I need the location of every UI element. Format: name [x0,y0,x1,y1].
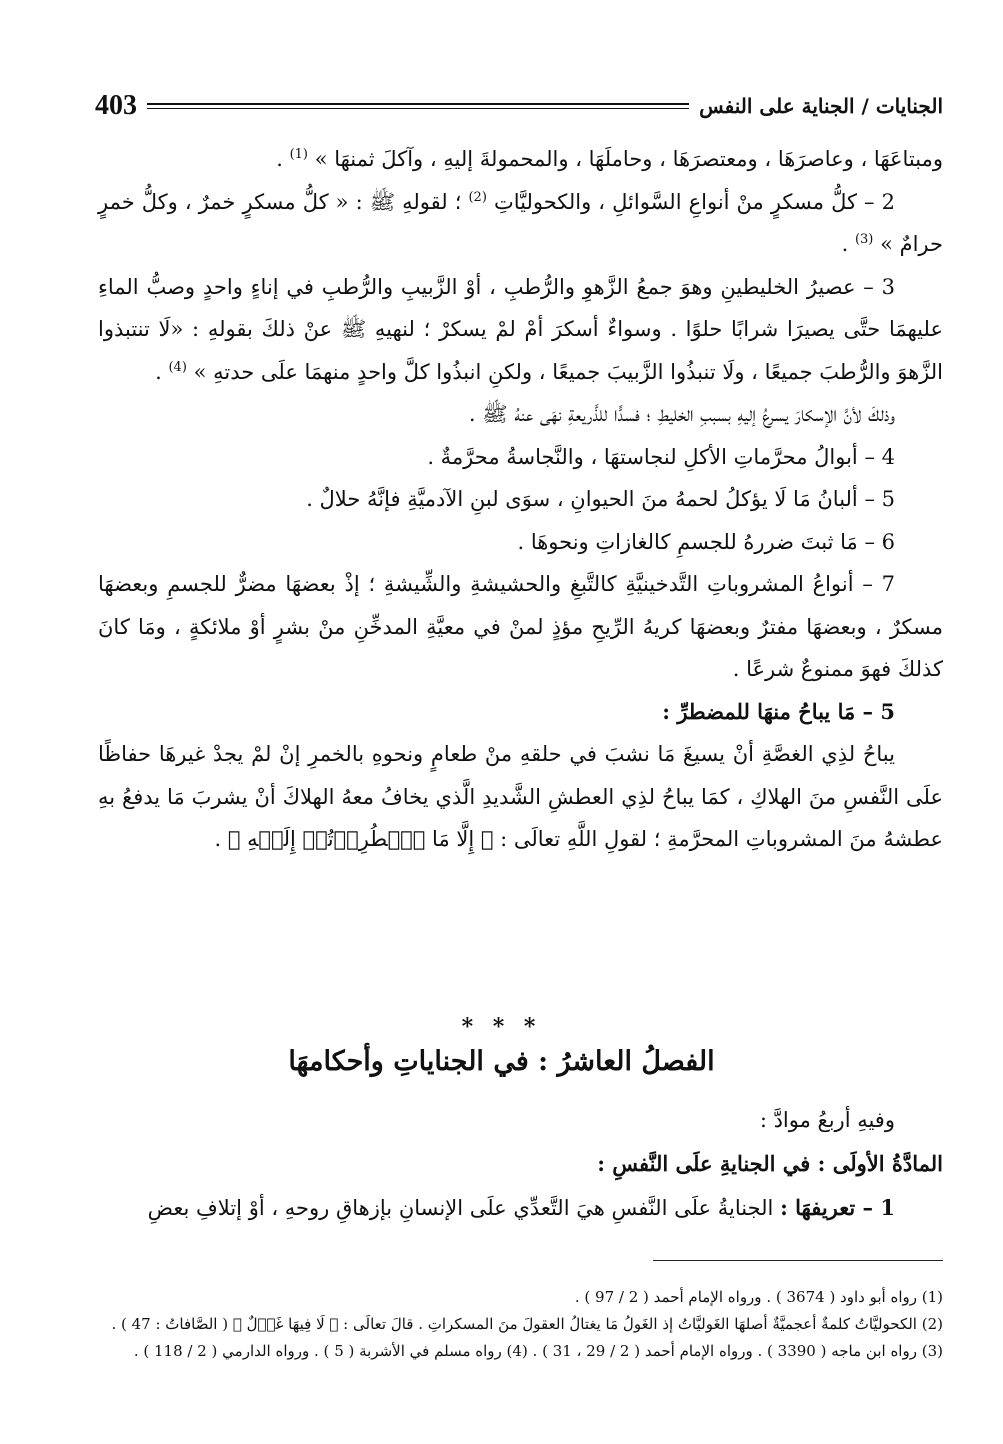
footnote-separator [653,1260,943,1261]
definition-label: 1 – تعريفهَا : [780,1195,895,1220]
chapter-intro: وفيهِ أربعُ موادَّ : [759,1108,895,1132]
main-text [98,138,943,861]
article-heading: المادَّةُ الأولَى : في الجنايةِ علَى النَّفسِ : [597,1151,943,1176]
header-rule [147,103,689,109]
footnote: (3) رواه ابن ماجه ( 3390 ) . ورواه الإمام أحمد ( 2 / 29 ، 31 ) . (4) رواه مسلم في الأشربة ( 5 ) . ورواه الدارمي ( 2 / 118 ) . [133,1342,943,1360]
section-divider: * * * [461,1014,542,1040]
page-number: 403 [95,90,137,121]
list-item: 4 – أبوالُ محرَّماتِ الأكلِ لنجاستهَا ، والنَّجاسةُ محرَّمةٌ . [427,444,895,469]
footnote-ref: (1) [289,147,308,162]
footnote-ref: (3) [854,232,874,247]
footnote-ref: (4) [168,359,187,375]
footnote-ref: (2) [468,189,487,205]
list-item: 5 – ألبانُ مَا لَا يؤكلُ لحمهُ منَ الحيوانِ ، سوَى لبنِ الآدميَّةِ فإنَّهُ حلالٌ . [306,487,895,511]
paragraph: 3 – عصيرُ الخليطينِ وهوَ جمعُ الزَّهوِ والرُّطبِ ، أوْ الزَّبيبِ والرُّطبِ في إناءٍ واحدٍ وصبُّ الماءِ عليهمَا حتَّى يصيرَا شرابًا حلوًا . وسواءٌ أسكرَ أمْ لمْ يسكرْ ؛ لنهيهِ ﷺ عنْ ذلكَ بقولهِ : «لَا تنتبذوا الزَّهوَ والرُّطبَ جميعًا ، ولَا تنبذُوا الزَّبيبَ جميعًا ، ولكنِ انبذُوا كلَّ واحدٍ منهمَا علَى حدتهِ » $^{(4)}$ . [98,274,943,384]
paragraph: يباحُ لذِي الغصَّةِ أنْ يسيغَ مَا نشبَ في حلقهِ منْ طعامٍ ونحوهِ بالخمرِ إنْ لمْ يجدْ غيرهَا حفاظًا علَى النَّفسِ منَ الهلاكِ ، كمَا يباحُ لذِي العطشِ الشَّديدِ الَّذي يخافُ معهُ الهلاكَ أنْ يشربَ مَا يدفعُ بهِ عطشهُ منَ المشروباتِ المحرَّمةِ ؛ لقولِ اللَّهِ تعالَى : ﴿ إِلَّا مَا ٱضۡطُرِرۡتُمۡ إِلَيۡهِ ﴾ . [98,742,943,851]
section-subheading: 5 – مَا يباحُ منهَا للمضطرِّ : [662,698,895,724]
page-header [95,88,943,124]
paragraph: وذلكَ لأنَّ الإسكارَ يسرعُ إليهِ بسببِ الخليطِ ؛ فسدًّا للذَّريعةِ نهَى عنهُ ﷺ . [468,402,895,426]
footnotes [98,1284,943,1365]
paragraph: 2 – كلُّ مسكرٍ منْ أنواعِ السَّوائلِ ، والكحوليَّاتِ $^{(2)}$ ؛ لقولهِ ﷺ : « كلُّ مسكرٍ خمرٌ ، وكلُّ خمرٍ حرامٌ » $^{(3)}$ . [98,189,943,256]
footnote: (1) رواه أبو داود ( 3674 ) . ورواه الإمام أحمد ( 2 / 97 ) . [574,1288,943,1306]
list-item: 7 – أنواعُ المشروباتِ التَّدخينيَّةِ كالتَّبغِ والحشيشةِ والشِّيشةِ ؛ إذْ بعضهَا مضرٌّ للجسمِ وبعضهَا مسكرٌ ، وبعضهَا مفترٌ وبعضهَا كريهُ الرِّيحِ مؤذٍ لمنْ في معيَّةِ المدخِّنِ منْ بشرٍ أوْ ملائكةٍ ، ومَا كانَ كذلكَ فهوَ ممنوعٌ شرعًا . [98,572,943,681]
paragraph: ومبتاعَهَا ، وعاصرَهَا ، ومعتصرَهَا ، وحاملَهَا ، والمحمولةَ إليهِ ، وآكلَ ثمنهَا » $^{(1)}$ . [276,147,943,171]
list-item: 6 – مَا ثبتَ ضررهُ للجسمِ كالغازاتِ ونحوهَا . [517,529,895,554]
definition-paragraph [98,1186,943,1230]
definition-text: الجنايةُ علَى النَّفسِ هيَ التَّعدِّي علَى الإنسانِ بإزهاقِ روحهِ ، أوْ إتلافِ بعضِ [147,1196,774,1220]
running-title: الجنايات / الجناية على النفس [699,94,943,118]
chapter-text [98,1098,943,1230]
footnote: (2) الكحوليَّاتُ كلمةٌ أعجميَّةٌ أصلهَا الغَوليَّاتُ إذ الغَولُ مَا يغتالُ العقولَ منَ المسكراتِ . قالَ تعالَى : ﴿ لَا فِيهَا غَوۡلٌ ﴾ ( الصَّافاتُ : 47 ) . [111,1315,943,1333]
chapter-heading: الفصلُ العاشرُ : في الجناياتِ وأحكامهَا [288,1046,715,1077]
